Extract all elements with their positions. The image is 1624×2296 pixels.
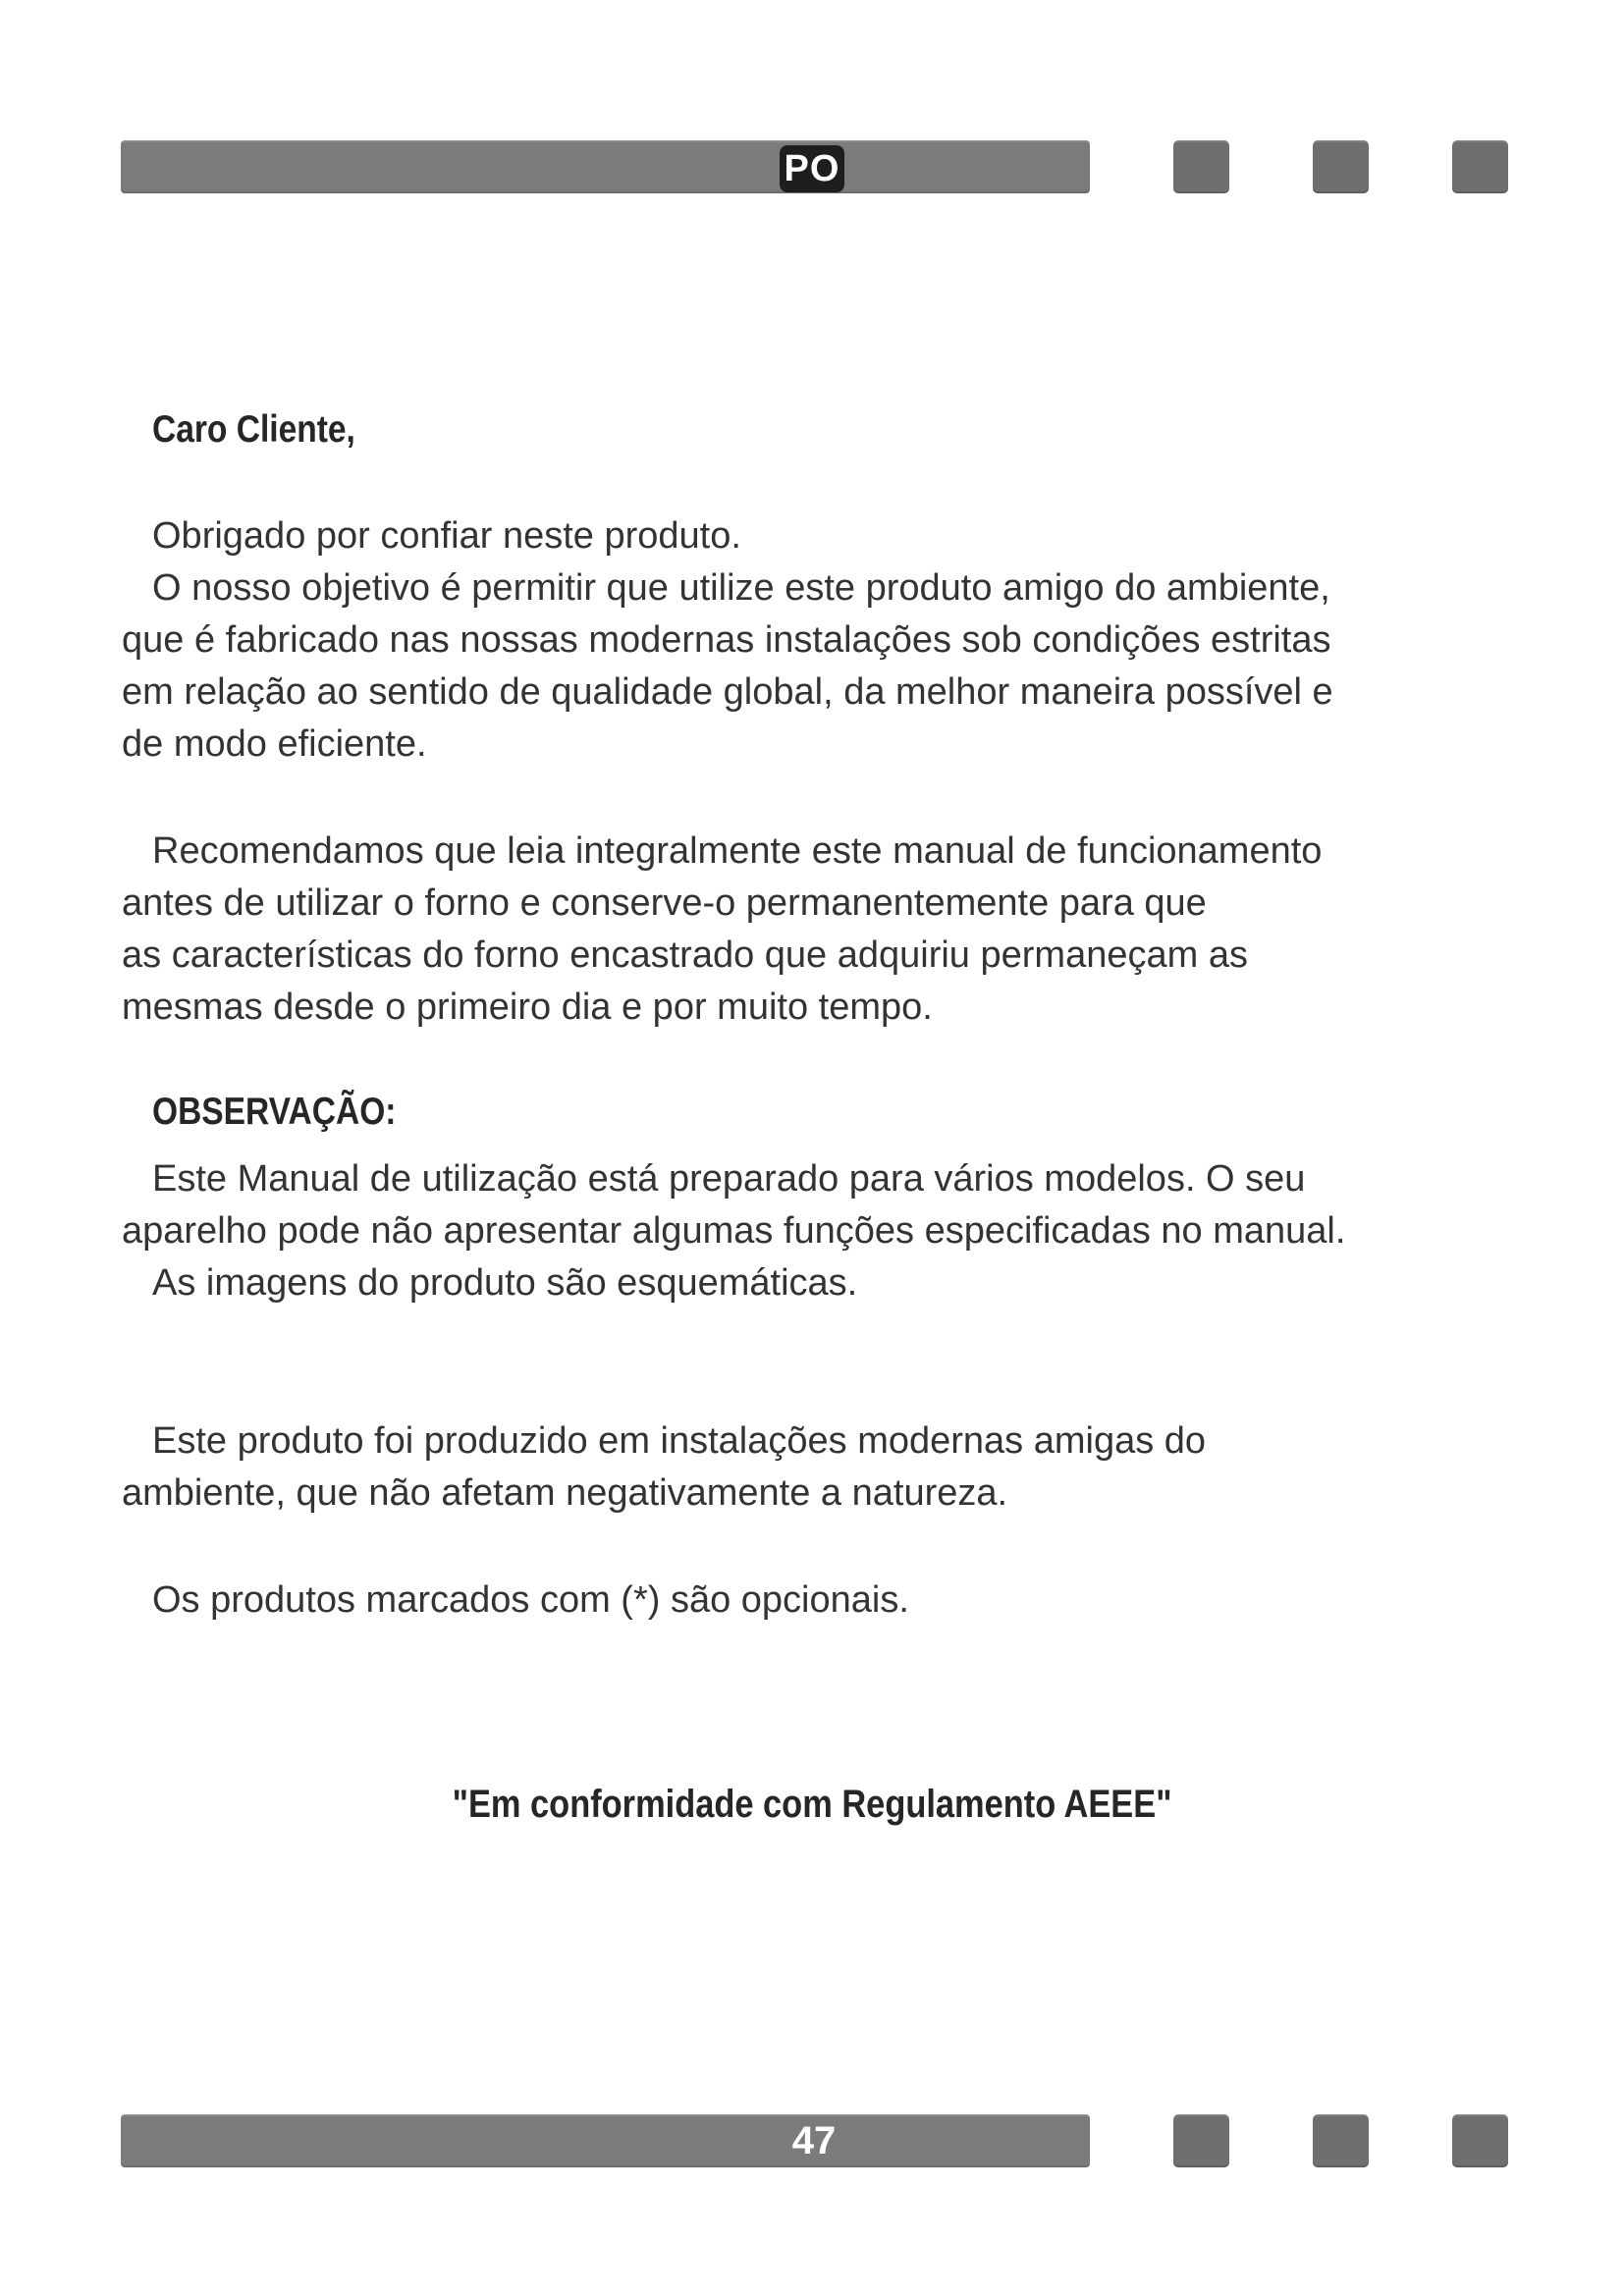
- paragraph-recommendation: [122, 826, 1536, 1034]
- text-line: de modo eficiente.: [122, 723, 427, 765]
- conformity-note: [122, 1783, 1502, 1827]
- text-line: que é fabricado nas nossas modernas instalações sob condições estritas: [122, 619, 1331, 661]
- text-line: O nosso objetivo é permitir que utilize este produto amigo do ambiente,: [152, 567, 1330, 609]
- text-line: Obrigado por confiar neste produto.: [152, 515, 741, 557]
- footer-square-1: [1173, 2114, 1229, 2167]
- header-square-1: [1173, 140, 1229, 193]
- greeting-heading: Caro Cliente,: [152, 408, 355, 451]
- footer-bar: [121, 2114, 1090, 2167]
- footer-square-3: [1452, 2114, 1508, 2167]
- header-square-2: [1313, 140, 1369, 193]
- text-line: As imagens do produto são esquemáticas.: [152, 1262, 858, 1304]
- footer-square-2: [1313, 2114, 1369, 2167]
- text-line: Este Manual de utilização está preparado para vários modelos. O seu: [152, 1158, 1306, 1200]
- paragraph-environment: [122, 1415, 1536, 1520]
- header-bar: [121, 140, 1090, 193]
- paragraph-thanks: [122, 510, 1536, 771]
- conformity-text: "Em conformidade com Regulamento AEEE": [452, 1783, 1172, 1826]
- text-line: Este produto foi produzido em instalações modernas amigas do: [152, 1420, 1207, 1462]
- text-line: aparelho pode não apresentar algumas funções especificadas no manual.: [122, 1210, 1346, 1252]
- text-line: Recomendamos que leia integralmente este manual de funcionamento: [152, 830, 1323, 872]
- text-line: Os produtos marcados com (*) são opcionais.: [152, 1579, 909, 1621]
- text-line: as características do forno encastrado que adquiriu permaneçam as: [122, 934, 1248, 976]
- paragraph-observation: [122, 1153, 1536, 1309]
- paragraph-optional: [122, 1575, 1536, 1627]
- text-line: ambiente, que não afetam negativamente a natureza.: [122, 1472, 1008, 1514]
- observation-heading: OBSERVAÇÃO:: [152, 1091, 397, 1133]
- page-number: 47: [791, 2119, 837, 2163]
- text-line: antes de utilizar o forno e conserve-o permanentemente para que: [122, 882, 1207, 924]
- text-line: em relação ao sentido de qualidade global, da melhor maneira possível e: [122, 671, 1333, 713]
- header-square-3: [1452, 140, 1508, 193]
- text-line: mesmas desde o primeiro dia e por muito tempo.: [122, 987, 933, 1028]
- language-badge: PO: [780, 145, 844, 192]
